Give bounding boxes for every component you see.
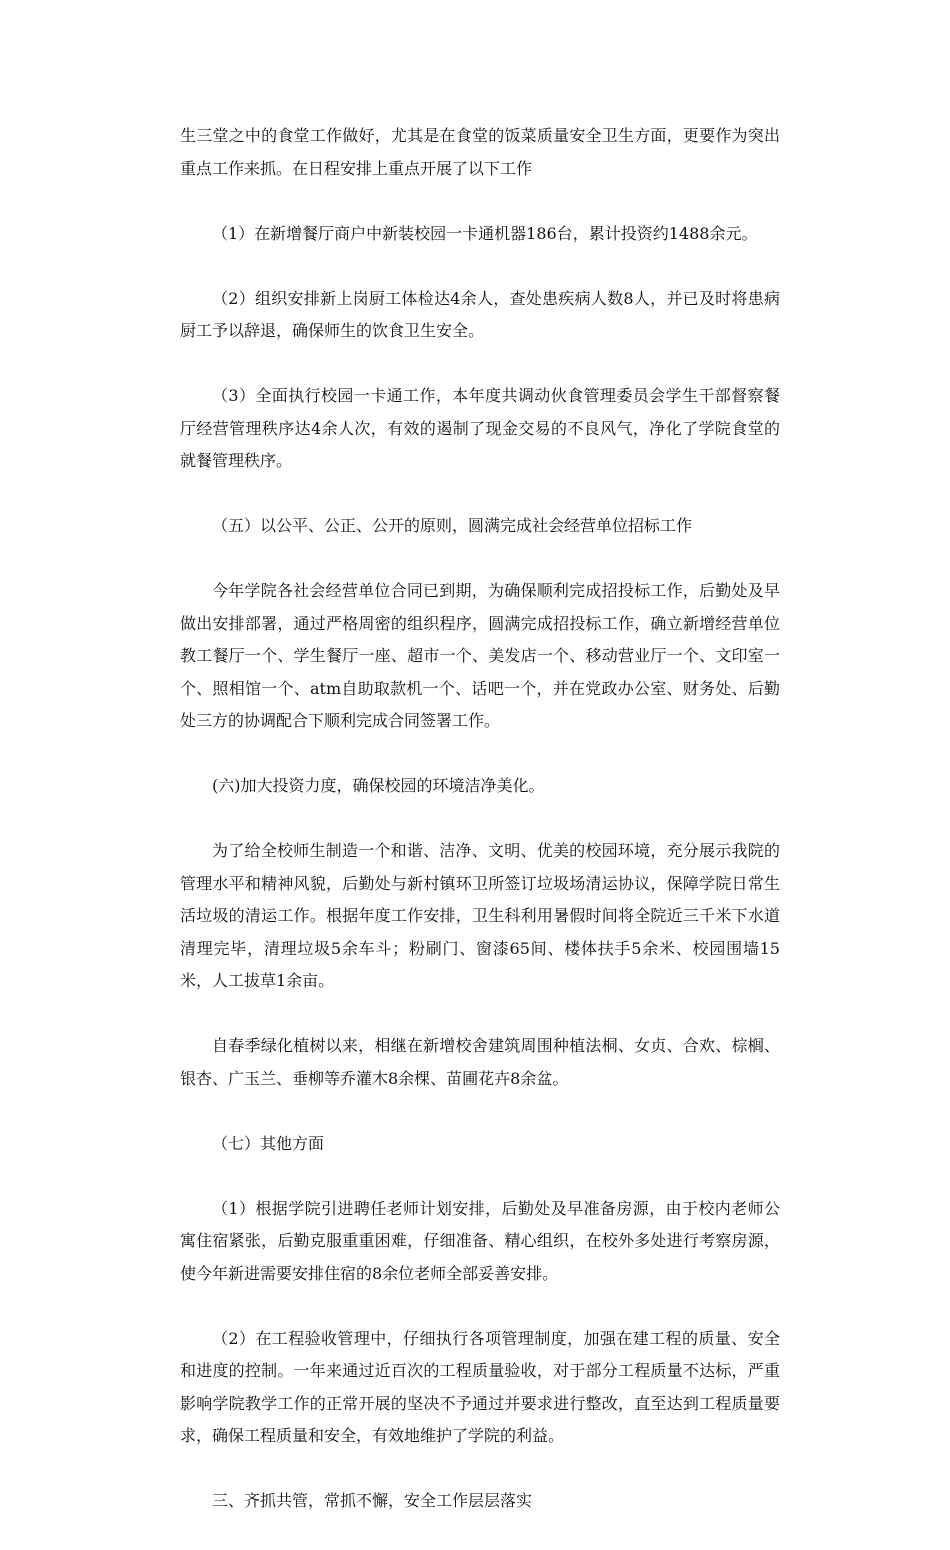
paragraph-campus-card: （3）全面执行校园一卡通工作，本年度共调动伙食管理委员会学生干部督察餐厅经营管理秩序达4余人次，有效的遏制了现金交易的不良风气，净化了学院食堂的就餐管理秩序。 [180, 386, 780, 470]
paragraph-housing: （1）根据学院引进聘任老师计划安排，后勤处及早准备房源，由于校内老师公寓住宿紧张，后勤克服重重困难，仔细准备、精心组织，在校外多处进行考察房源，使今年新进需要安排住宿的8余位老师全部妥善安排。 [180, 1198, 780, 1283]
section-heading-bidding: （五）以公平、公正、公开的原则，圆满完成社会经营单位招标工作 [212, 516, 693, 535]
paragraph-engineering: （2）在工程验收管理中，仔细执行各项管理制度，加强在建工程的质量、安全和进度的控制。一年来通过近百次的工程质量验收，对于部分工程质量不达标，严重影响学院教学工作的正常开展的坚决不予通过并要求进行整改，直至达到工程质量要求，确保工程质量和安全，有效地维护了学院的利益。 [180, 1328, 780, 1445]
paragraph-card-machines: （1）在新增餐厅商户中新装校园一卡通机器186台，累计投资约1488余元。 [212, 223, 758, 243]
paragraph-environment-details: 为了给全校师生制造一个和谐、洁净、文明、优美的校园环境，充分展示我院的管理水平和精神风貌，后勤处与新村镇环卫所签订垃圾场清运协议，保障学院日常生活垃圾的清运工作。根据年度工作安排，卫生科利用暑假时间将全院近三千米下水道清理完毕，清理垃圾5余车斗；粉刷门、窗漆65间、楼体扶手5余米、校园围墙15米，人工拔草1余亩。 [180, 841, 780, 990]
paragraph-bidding-details: 今年学院各社会经营单位合同已到期，为确保顺利完成招投标工作，后勤处及早做出安排部署，通过严格周密的组织程序，圆满完成招投标工作，确立新增经营单位教工餐厅一个、学生餐厅一座、超市一个、美发店一个、移动营业厅一个、文印室一个、照相馆一个、atm自助取款机一个、话吧一个，并在党政办公室、财务处、后勤处三方的协调配合下顺利完成合同签署工作。 [180, 581, 780, 730]
paragraph-continued-canteen-work: 生三堂之中的食堂工作做好，尤其是在食堂的饭菜质量安全卫生方面，更要作为突出重点工作来抓。在日程安排上重点开展了以下工作 [180, 126, 780, 178]
section-heading-safety: 三、齐抓共管，常抓不懈，安全工作层层落实 [212, 1491, 533, 1510]
section-heading-other: （七）其他方面 [212, 1133, 325, 1153]
paragraph-greening: 自春季绿化植树以来，相继在新增校舍建筑周围种植法桐、女贞、合欢、棕榈、银杏、广玉兰、垂柳等乔灌木8余棵、苗圃花卉8余盆。 [180, 1036, 780, 1088]
paragraph-health-check: （2）组织安排新上岗厨工体检达4余人，查处患疾病人数8人，并已及时将患病厨工予以辞退，确保师生的饮食卫生安全。 [180, 288, 780, 340]
section-heading-environment: (六)加大投资力度，确保校园的环境洁净美化。 [212, 776, 545, 795]
document-body [180, 120, 780, 1550]
